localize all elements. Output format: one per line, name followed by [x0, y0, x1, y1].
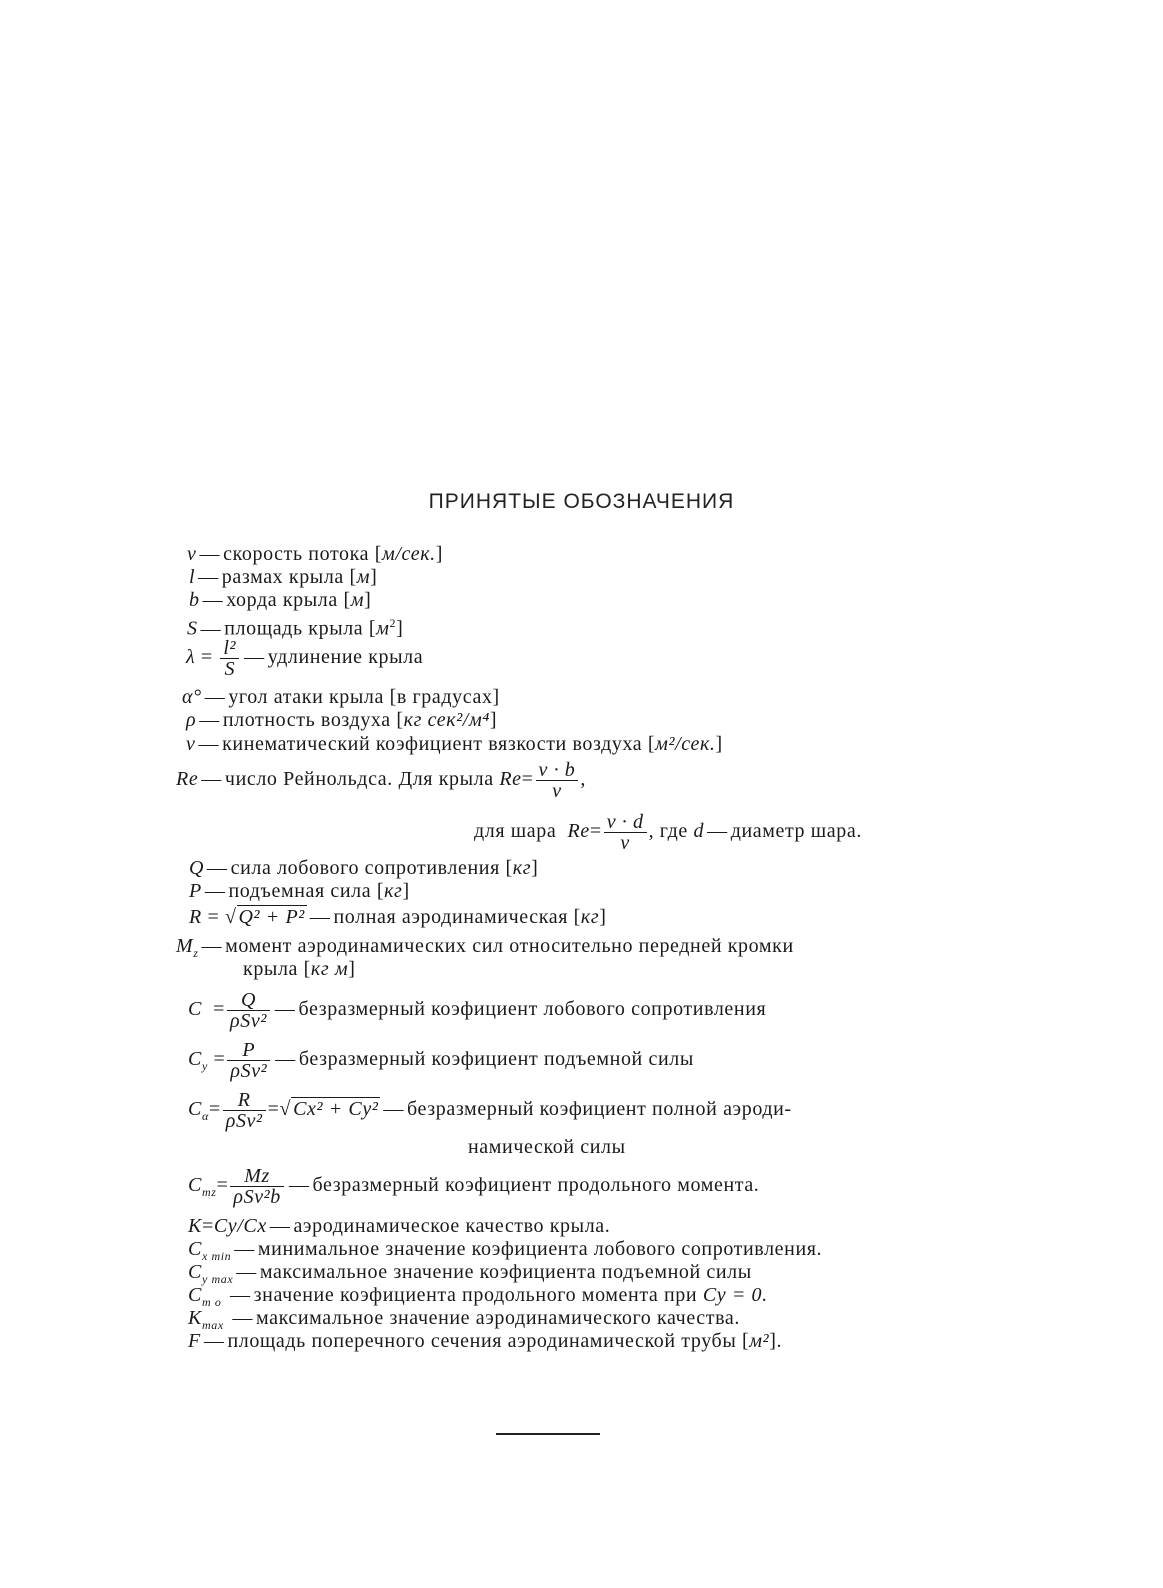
entry-Cymax: $C_{y max}$ — максимальное значение коэфициента подъемной силы — [188, 1261, 752, 1286]
entry-Cy: $C_y$ = $\frac{P}{\text{ρSv²}}$ — безразмерный коэфициент подъемной силы — [188, 1039, 694, 1082]
entry-l: l — размах крыла [м] — [189, 566, 378, 588]
entry-Cmo: $C_{m o}$ — значение коэфициента продольного момента при Cy = 0. — [188, 1284, 768, 1309]
fraction: $\frac{\text{l²}}{S}$ — [220, 638, 239, 679]
entry-alpha: α° — угол атаки крыла [в градусах] — [182, 686, 500, 708]
fraction: $\frac{R}{\text{ρSv²}}$ — [223, 1090, 266, 1131]
entry-P: P — подъемная сила [кг] — [189, 880, 410, 902]
fraction: $\frac{v \cdot b}{\nu}$ — [536, 760, 579, 801]
entry-F: F — площадь поперечного сечения аэродинамической трубы [м²]. — [188, 1330, 783, 1352]
fraction: $\frac{Mz}{\text{ρSv²b}}$ — [230, 1166, 283, 1207]
entry-b: b — хорда крыла [м] — [189, 589, 372, 611]
entry-lambda: λ = $\frac{\text{l²}}{S}$ — удлинение крыла — [186, 637, 424, 680]
entry-v: v — скорость потока [м/сек.] — [187, 543, 444, 565]
fraction: $\frac{P}{\text{ρSv²}}$ — [227, 1040, 270, 1081]
entry-Calpha-cont: намической силы — [468, 1136, 626, 1158]
entry-Cxmin: $C_{x min}$ — минимальное значение коэфициента лобового сопротивления. — [188, 1238, 823, 1263]
entry-S: S — площадь крыла $[м^2]$ — [187, 616, 404, 640]
fraction: $\frac{v \cdot d}{\nu}$ — [604, 812, 647, 853]
entry-Cmz: $C_{mz}=$ $\frac{Mz}{\text{ρSv²b}}$ — безразмерный коэфициент продольного момента. — [188, 1165, 760, 1208]
entry-Mz-cont: крыла [кг м] — [243, 958, 356, 980]
page-title: ПРИНЯТЫЕ ОБОЗНАЧЕНИЯ — [428, 490, 735, 513]
entry-Re-sphere: для шара Re= $\frac{v \cdot d}{\nu}$ , где d — диаметр шара. — [474, 811, 862, 854]
entry-Cx: C = $\frac{Q}{\text{ρSv²}}$ — безразмерный коэфициент лобового сопротивления — [188, 989, 767, 1032]
entry-Re: Re — число Рейнольдса. Для крыла Re= $\frac{v \cdot b}{\nu}$ , — [176, 759, 587, 802]
entry-nu: ν — кинематический коэфициент вязкости воздуха [м²/сек.] — [186, 733, 723, 755]
entry-Q: Q — сила лобового сопротивления [кг] — [189, 857, 539, 879]
section-end-rule — [496, 1433, 600, 1435]
entry-R: R = √ Q² + P² — полная аэродинамическая [кг] — [189, 906, 607, 928]
entry-K: K=Cy/Cx — аэродинамическое качество крыла. — [188, 1215, 611, 1237]
entry-rho: ρ — плотность воздуха [кг сек²/м⁴] — [186, 709, 498, 731]
entry-Kmax: $K_{max}$ — максимальное значение аэродинамического качества. — [188, 1307, 740, 1332]
fraction: $\frac{Q}{\text{ρSv²}}$ — [227, 990, 270, 1031]
entry-Calpha: $C_\alpha=$ $\frac{R}{\text{ρSv²}}$ =√ Cx² + Cy² — безразмерный коэфициент полной аэроди- — [188, 1089, 792, 1132]
entry-Mz: $M_z$ — момент аэродинамических сил относительно передней кромки — [176, 935, 794, 960]
